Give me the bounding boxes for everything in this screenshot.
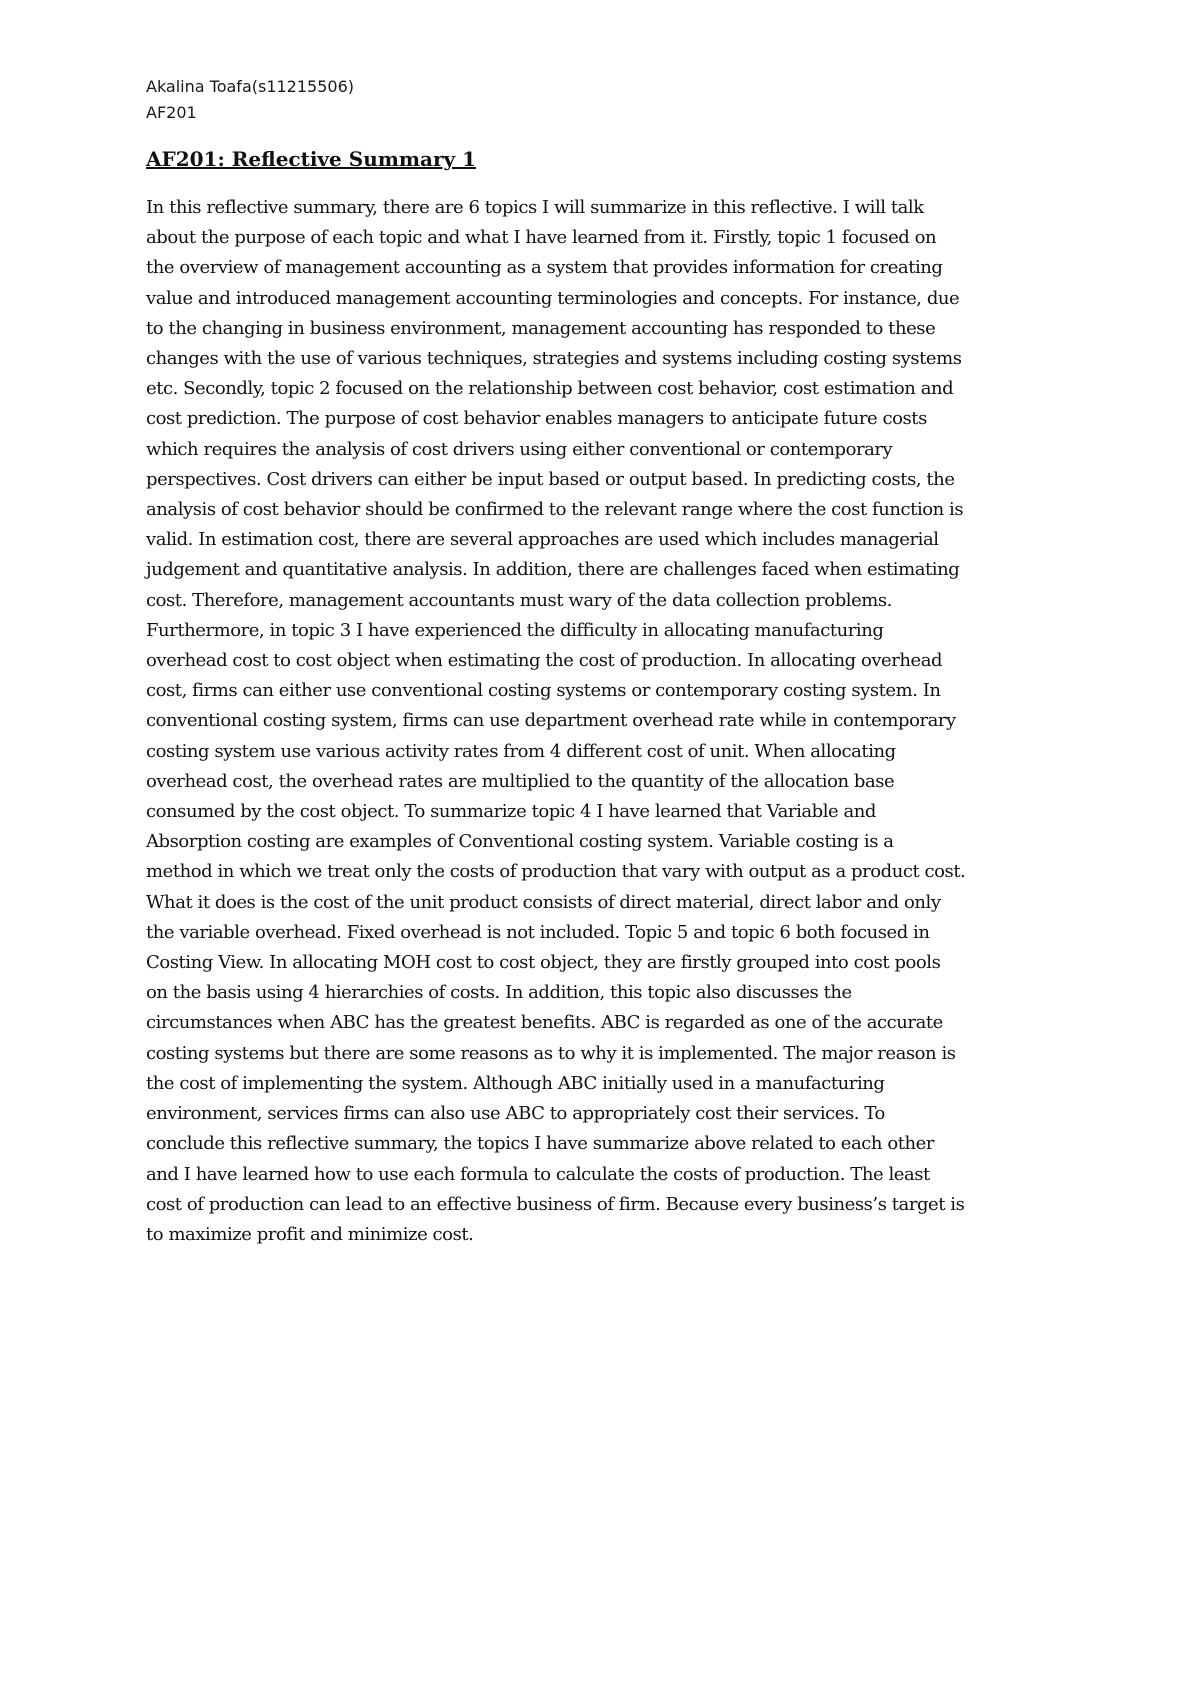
paragraph-line: to the changing in business environment, management accounting has responded to these [146,317,936,339]
paragraph-line: analysis of cost behavior should be confirmed to the relevant range where the cost function is [146,499,964,521]
paragraph-line: valid. In estimation cost, there are several approaches are used which includes managerial [146,529,939,551]
paragraph-line: Furthermore, in topic 3 I have experienced the difficulty in allocating manufacturing [146,619,884,641]
paragraph-line: costing system use various activity rates from 4 different cost of unit. When allocating [146,740,896,762]
paragraph-line: In this reflective summary, there are 6 topics I will summarize in this reflective. I will talk [146,197,924,218]
paragraph-line: cost of production can lead to an effective business of firm. Because every business’s target is [146,1193,965,1215]
paragraph-line: etc. Secondly, topic 2 focused on the relationship between cost behavior, cost estimation and [146,378,954,400]
paragraph-line: the variable overhead. Fixed overhead is not included. Topic 5 and topic 6 both focused in [146,921,930,943]
paragraph-line: cost prediction. The purpose of cost behavior enables managers to anticipate future costs [146,408,927,430]
paragraph-line: judgement and quantitative analysis. In addition, there are challenges faced when estimating [146,559,960,581]
paragraph-line: perspectives. Cost drivers can either be input based or output based. In predicting costs, the [146,468,955,490]
paragraph-line: the cost of implementing the system. Although ABC initially used in a manufacturing [146,1072,885,1094]
paragraph-line: about the purpose of each topic and what I have learned from it. Firstly, topic 1 focused on [146,227,937,249]
paragraph-line: on the basis using 4 hierarchies of costs. In addition, this topic also discusses the [146,982,852,1004]
paragraph-line: Costing View. In allocating MOH cost to cost object, they are firstly grouped into cost pools [146,952,941,974]
paragraph-line: overhead cost, the overhead rates are multiplied to the quantity of the allocation base [146,770,895,792]
paragraph-line: conclude this reflective summary, the topics I have summarize above related to each other [146,1133,935,1155]
paragraph-line: value and introduced management accounting terminologies and concepts. For instance, due [146,287,960,309]
paragraph-line: circumstances when ABC has the greatest benefits. ABC is regarded as one of the accurate [146,1012,943,1034]
paragraph-line: costing systems but there are some reasons as to why it is implemented. The major reason is [146,1042,956,1064]
paragraph-line: environment, services firms can also use ABC to appropriately cost their services. To [146,1103,885,1125]
summary-paragraph [146,193,1066,1250]
paragraph-line: changes with the use of various techniques, strategies and systems including costing systems [146,348,962,370]
document-title: AF201: Reflective Summary 1 [146,147,477,171]
paragraph-line: overhead cost to cost object when estimating the cost of production. In allocating overhead [146,650,943,672]
course-code: AF201 [146,103,197,122]
paragraph-line: conventional costing system, firms can use department overhead rate while in contemporary [146,710,956,732]
paragraph-line: consumed by the cost object. To summarize topic 4 I have learned that Variable and [146,801,877,823]
paragraph-line: which requires the analysis of cost drivers using either conventional or contemporary [146,438,893,460]
document-header [146,74,354,126]
paragraph-line: method in which we treat only the costs of production that vary with output as a product cost. [146,861,966,883]
paragraph-line: cost, firms can either use conventional costing systems or contemporary costing system. In [146,680,941,702]
paragraph-line: to maximize profit and minimize cost. [146,1223,474,1245]
paragraph-line: and I have learned how to use each formula to calculate the costs of production. The least [146,1163,930,1185]
author-line: Akalina Toafa(s11215506) [146,77,354,96]
paragraph-line: What it does is the cost of the unit product consists of direct material, direct labor and only [146,891,941,913]
paragraph-line: the overview of management accounting as a system that provides information for creating [146,257,943,279]
paragraph-line: Absorption costing are examples of Conventional costing system. Variable costing is a [146,831,894,853]
paragraph-line: cost. Therefore, management accountants must wary of the data collection problems. [146,589,892,611]
